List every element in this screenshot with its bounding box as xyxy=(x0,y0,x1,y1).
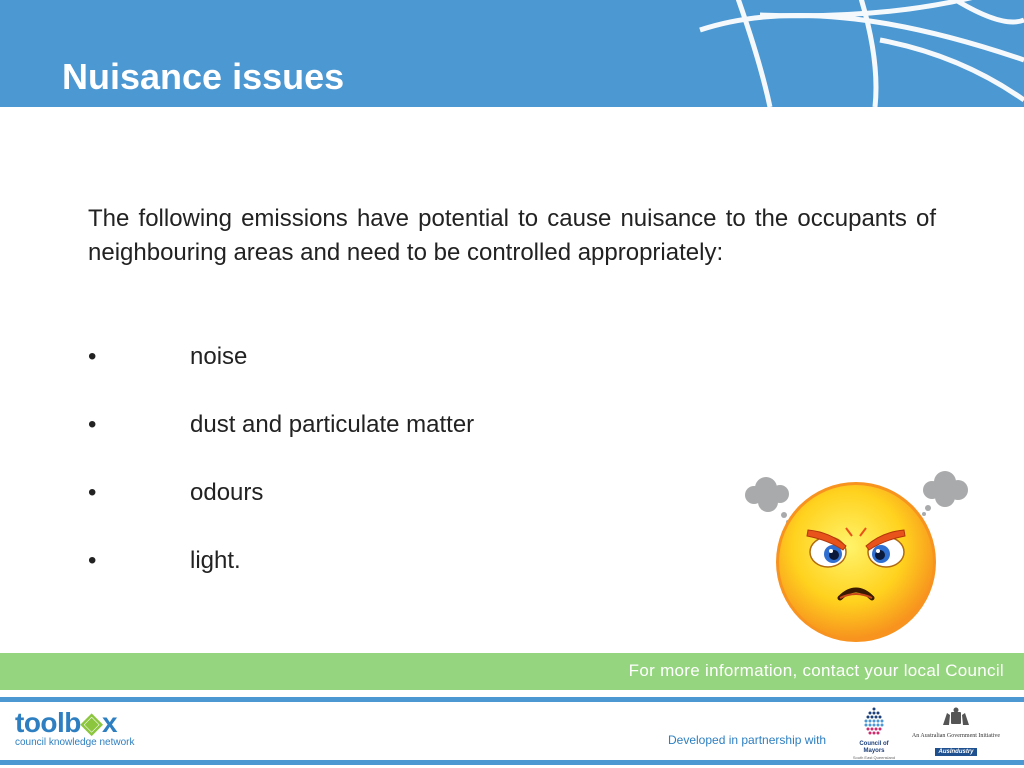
steam-cloud-icon xyxy=(922,471,968,516)
bullet-marker: • xyxy=(88,547,97,574)
slide-title: Nuisance issues xyxy=(62,56,345,97)
toolbox-logo xyxy=(15,709,135,749)
intro-paragraph: The following emissions have potential to cause nuisance to the occupants of neighbouring areas and need to be controlled appropriately: xyxy=(88,205,936,266)
divider xyxy=(0,697,1024,702)
toolbox-tagline: council knowledge network xyxy=(15,737,135,748)
brand-part: x xyxy=(101,707,118,738)
box-icon: ◈ xyxy=(80,707,102,738)
ausindustry-badge: AusIndustry xyxy=(935,748,976,756)
coat-of-arms-icon xyxy=(939,707,973,727)
info-band xyxy=(0,653,1024,690)
list-item-text: noise xyxy=(190,343,248,370)
angry-face-icon xyxy=(740,470,980,650)
steam-cloud-icon xyxy=(745,477,790,524)
gov-initiative-text: An Australian Government Initiative xyxy=(911,733,1001,739)
bullet-marker: • xyxy=(88,479,97,506)
header-bar xyxy=(0,0,1024,107)
council-of-mayors-logo xyxy=(850,706,898,760)
list-item-text: dust and particulate matter xyxy=(190,411,475,438)
com-sublabel: South East Queensland xyxy=(852,755,896,760)
list-item-text: odours xyxy=(190,479,264,506)
brand-part: toolb xyxy=(15,707,81,738)
bullet-marker: • xyxy=(88,343,97,370)
partnership-text: Developed in partnership with xyxy=(668,733,827,747)
toolbox-brand xyxy=(15,709,135,737)
australian-government-logo xyxy=(910,707,1002,758)
com-label: Council of Mayors xyxy=(859,741,889,754)
dots-emblem-icon xyxy=(861,706,887,736)
bullet-marker: • xyxy=(88,411,97,438)
divider xyxy=(0,760,1024,765)
list-item-text: light. xyxy=(190,547,241,574)
contact-info: For more information, contact your local Council xyxy=(628,661,1004,680)
